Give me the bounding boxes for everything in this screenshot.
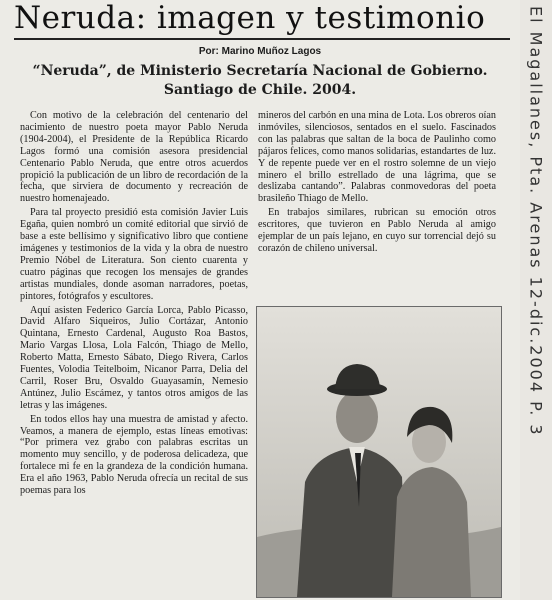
subhead: “Neruda”, de Ministerio Secretaría Nacional de Gobierno. Santiago de Chile. 2004. <box>32 63 488 98</box>
article-column-right <box>258 110 496 298</box>
paragraph: En todos ellos hay una muestra de amistad y afecto. Veamos, a manera de ejemplo, estas líneas emotivas: “Por primera vez grabo con palabras escritas un momento muy sencillo, y de poderosa delicadeza, que fortalece mi fe en la grandeza de la condición humana. Era el año 1963, Pablo Neruda ofrecía un recital de sus poemas para los <box>20 413 248 497</box>
paragraph: En trabajos similares, rubrican su emoción otros escritores, que tuvieron en Pablo Neruda al amigo ejemplar de un país lejano, en cuyo sur torrencial dejó su corazón de chileno universal. <box>258 207 496 254</box>
headline: Neruda: imagen y testimonio <box>14 0 486 36</box>
photo <box>256 306 502 598</box>
handwritten-annotation <box>520 6 552 596</box>
paragraph: mineros del carbón en una mina de Lota. Los obreros oían inmóviles, silenciosos, sentados en el suelo. Fascinados con las palabras que saltan de la boca de Paulinho como pájaros felices, como manos solidarias, estandartes de luz. Y de repente puede ver en el rostro solemne de un viejo minero el brillo estrellado de una lágrima, que se deslizaba cantando”. Palabras conmovedoras del poeta brasileño Thiago de Mello. <box>258 110 496 205</box>
paragraph: Con motivo de la celebración del centenario del nacimiento de nuestro poeta mayor Pablo Neruda (1904-2004), el Presidente de la República Ricardo Lagos formó una comisión asesora presidencial Centenario Pablo Neruda, que entre otros acuerdos propició la publicación de un libro de recordación de la fecha, que sirviera de documento y recreación de nuestro homenajeado. <box>20 110 248 205</box>
paragraph: Para tal proyecto presidió esta comisión Javier Luis Egaña, quien nombró un comité editorial que sirvió de base a este bellísimo y significativo libro que contiene imágenes y testimonios de la vida y la obra de nuestro Premio Nóbel de Literatura. Son ciento cuarenta y cuatro páginas que recogen los mensajes de grandes artistas mundiales, donde asoman narradores, poetas, pintores, fotógrafos y escultores. <box>20 207 248 302</box>
headline-rule <box>14 38 510 40</box>
byline: Por: Marino Muñoz Lagos <box>198 46 322 57</box>
article-column-left <box>20 110 248 596</box>
photo-illustration <box>257 307 501 597</box>
paragraph: Aquí asisten Federico García Lorca, Pablo Picasso, David Alfaro Siqueiros, Julio Cortázar, Antonio Quintana, Ernesto Cardenal, Augusto Roa Bastos, Mario Vargas Llosa, Lola Falcón, Thiago de Mello, Roberto Matta, Ernesto Sábato, Diego Rivera, Carlos Fuentes, Volodia Teitelboim, Nicanor Parra, Delia del Carril, Roser Bru, Osvaldo Guayasamín, Nemesio Antúnez, Julio Escámez, y tantos otros amigos de las letras y las imágenes. <box>20 304 248 411</box>
handwritten-source-note: El Magallanes, Pta. Arenas 12-dic.2004 P. 3 <box>526 6 546 437</box>
